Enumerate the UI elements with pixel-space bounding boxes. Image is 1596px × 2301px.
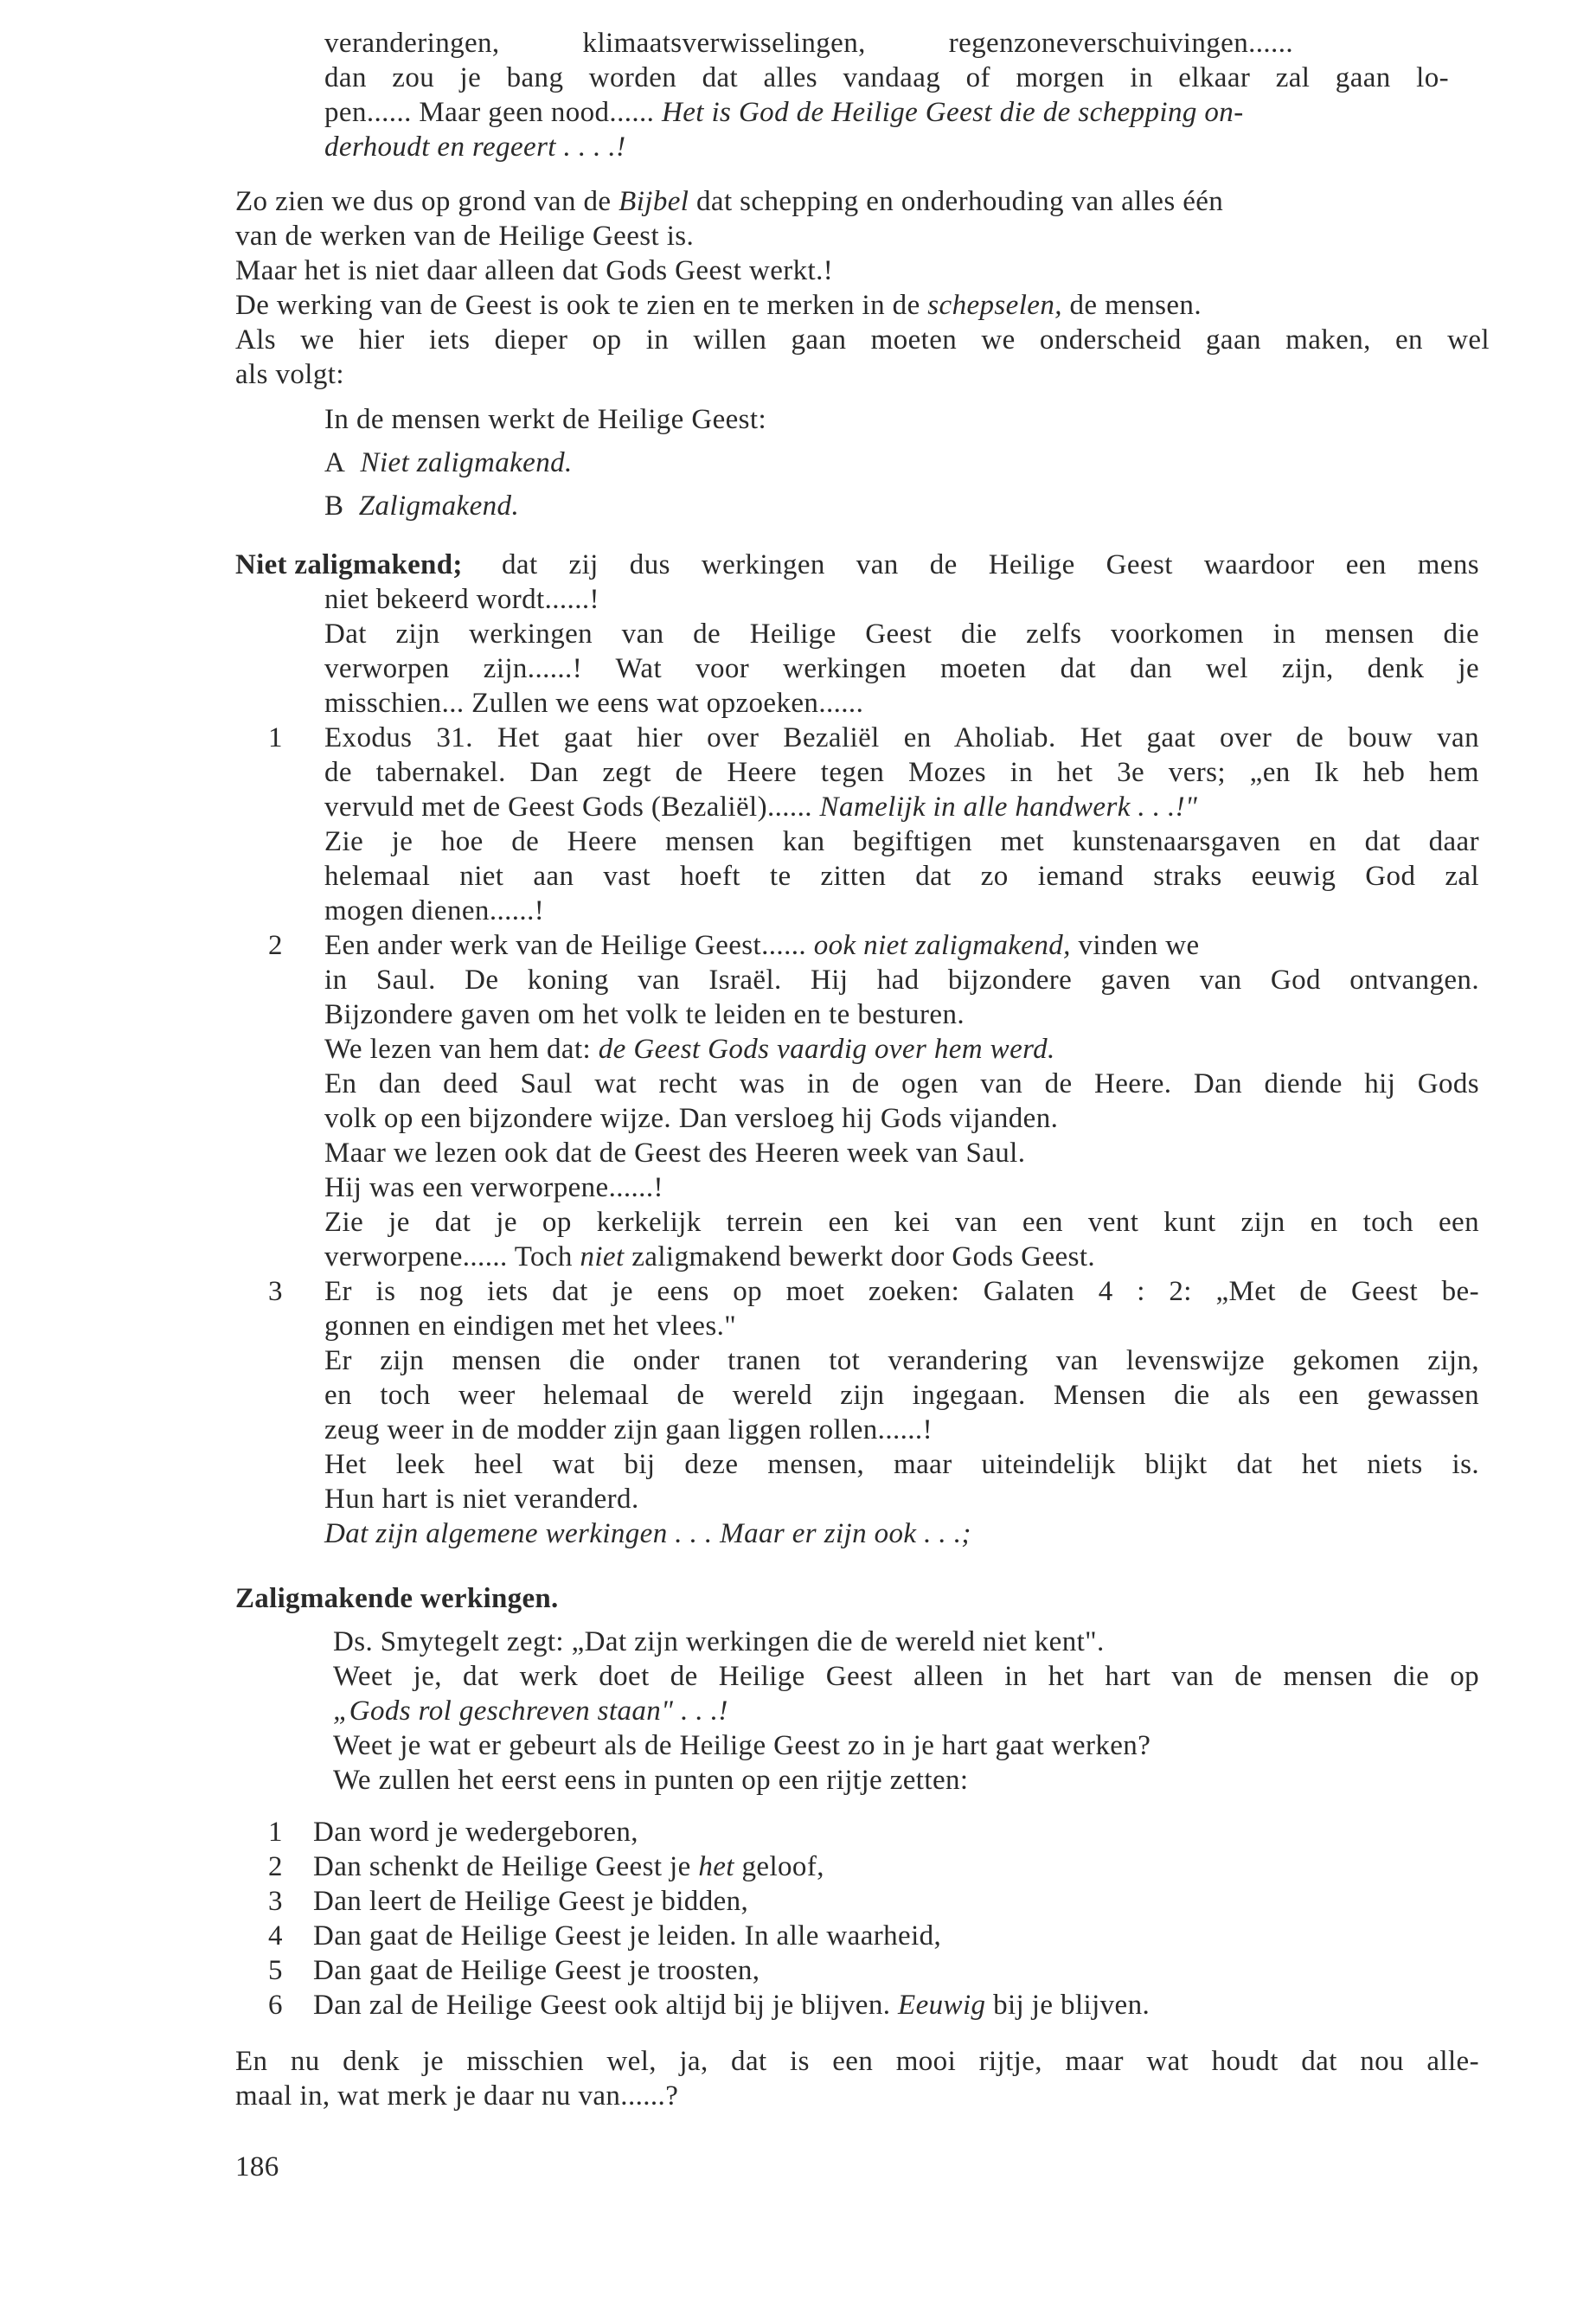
list-number: 2: [268, 1851, 283, 1882]
list-item: Dan gaat de Heilige Geest je troosten,: [313, 1955, 760, 1986]
text-line: De werking van de Geest is ook te zien en te merken in de schepselen, de mensen.: [235, 290, 1202, 321]
text-line: „Gods rol geschreven staan" . . .!: [333, 1695, 728, 1727]
text-line: Ds. Smytegelt zegt: „Dat zijn werkingen die de wereld niet kent".: [333, 1626, 1105, 1657]
list-item: B Zaligmakend.: [324, 490, 520, 522]
text-line: Weet je, dat werk doet de Heilige Geest alleen in het hart van de mensen die op: [333, 1661, 1479, 1692]
item-number: 3: [268, 1276, 283, 1307]
text-line: We zullen het eerst eens in punten op een rijtje zetten:: [333, 1765, 969, 1796]
text-line: in Saul. De koning van Israël. Hij had bijzondere gaven van God ontvangen.: [324, 965, 1479, 996]
text-line: verworpen zijn......! Wat voor werkingen moeten dat dan wel zijn, denk je: [324, 653, 1479, 684]
text-line: Het leek heel wat bij deze mensen, maar uiteindelijk blijkt dat het niets is.: [324, 1449, 1479, 1480]
text-line: gonnen en eindigen met het vlees.": [324, 1311, 737, 1342]
text-line: mogen dienen......!: [324, 895, 545, 926]
text-line: En nu denk je misschien wel, ja, dat is een mooi rijtje, maar wat houdt dat nou alle-: [235, 2046, 1479, 2077]
text-line: volk op een bijzondere wijze. Dan versloeg hij Gods vijanden.: [324, 1103, 1059, 1134]
section-heading: Niet zaligmakend;: [235, 549, 463, 580]
text-line: pen...... Maar geen nood...... Het is God de Heilige Geest die de schepping on-: [324, 97, 1244, 128]
text-line: Hun hart is niet veranderd.: [324, 1484, 639, 1515]
text-line: en toch weer helemaal de wereld zijn ingegaan. Mensen die als een gewassen: [324, 1380, 1479, 1411]
text-line: Zo zien we dus op grond van de Bijbel dat schepping en onderhouding van alles één: [235, 186, 1224, 217]
text-line: verworpene...... Toch niet zaligmakend bewerkt door Gods Geest.: [324, 1241, 1096, 1272]
text-line: Er is nog iets dat je eens op moet zoeken: Galaten 4 : 2: „Met de Geest be-: [324, 1276, 1479, 1307]
text-line: dan zou je bang worden dat alles vandaag of morgen in elkaar zal gaan lo-: [324, 62, 1449, 93]
text-line: maal in, wat merk je daar nu van......?: [235, 2080, 679, 2112]
list-item: Dan schenkt de Heilige Geest je het geloof,: [313, 1851, 824, 1882]
text-line: Een ander werk van de Heilige Geest...... ook niet zaligmakend, vinden we: [324, 930, 1200, 961]
list-item: A Niet zaligmakend.: [324, 447, 573, 478]
text-line: Dat zijn werkingen van de Heilige Geest die zelfs voorkomen in mensen die: [324, 619, 1479, 650]
text-line: Er zijn mensen die onder tranen tot verandering van levenswijze gekomen zijn,: [324, 1345, 1479, 1376]
text-line: zeug weer in de modder zijn gaan liggen rollen......!: [324, 1414, 933, 1445]
text-line: Dat zijn algemene werkingen . . . Maar er zijn ook . . .;: [324, 1518, 971, 1549]
text-line: Maar het is niet daar alleen dat Gods Geest werkt.!: [235, 255, 834, 286]
text-line: Hij was een verworpene......!: [324, 1172, 663, 1203]
text-line: Als we hier iets dieper op in willen gaan moeten we onderscheid gaan maken, en wel: [235, 324, 1490, 356]
text-line: misschien... Zullen we eens wat opzoeken......: [324, 688, 864, 719]
text-line: Bijzondere gaven om het volk te leiden en te besturen.: [324, 999, 965, 1030]
list-number: 3: [268, 1886, 283, 1917]
text-line: veranderingen, klimaatsverwisselingen, regenzoneverschuivingen......: [324, 28, 1293, 59]
text-line: Maar we lezen ook dat de Geest des Heeren week van Saul.: [324, 1138, 1026, 1169]
text-line: En dan deed Saul wat recht was in de ogen van de Heere. Dan diende hij Gods: [324, 1068, 1479, 1099]
text-line: Zie je dat je op kerkelijk terrein een kei van een vent kunt zijn en toch een: [324, 1207, 1479, 1238]
text-line: als volgt:: [235, 359, 344, 390]
text-line: Zie je hoe de Heere mensen kan begiftigen met kunstenaarsgaven en dat daar: [324, 826, 1479, 857]
list-number: 1: [268, 1817, 283, 1848]
text-line: helemaal niet aan vast hoeft te zitten dat zo iemand straks eeuwig God zal: [324, 861, 1479, 892]
list-number: 6: [268, 1990, 283, 2021]
text-line: derhoudt en regeert . . . .!: [324, 131, 626, 163]
list-item: Dan zal de Heilige Geest ook altijd bij je blijven. Eeuwig bij je blijven.: [313, 1990, 1151, 2021]
item-number: 2: [268, 930, 283, 961]
list-item: Dan word je wedergeboren,: [313, 1817, 638, 1848]
text-line: Exodus 31. Het gaat hier over Bezaliël en Aholiab. Het gaat over de bouw van: [324, 722, 1479, 753]
text-line: Weet je wat er gebeurt als de Heilige Geest zo in je hart gaat werken?: [333, 1730, 1151, 1761]
page-number: 186: [235, 2151, 279, 2182]
text-line: We lezen van hem dat: de Geest Gods vaardig over hem werd.: [324, 1034, 1055, 1065]
text-line: dat zij dus werkingen van de Heilige Geest waardoor een mens: [502, 549, 1479, 580]
list-number: 4: [268, 1920, 283, 1952]
section-heading: Zaligmakende werkingen.: [235, 1583, 559, 1614]
text-line: van de werken van de Heilige Geest is.: [235, 221, 695, 252]
item-number: 1: [268, 722, 283, 753]
text-line: In de mensen werkt de Heilige Geest:: [324, 404, 767, 435]
text-line: vervuld met de Geest Gods (Bezaliël)...... Namelijk in alle handwerk . . .!": [324, 792, 1198, 823]
list-number: 5: [268, 1955, 283, 1986]
list-item: Dan gaat de Heilige Geest je leiden. In alle waarheid,: [313, 1920, 942, 1952]
text-line: niet bekeerd wordt......!: [324, 584, 599, 615]
list-item: Dan leert de Heilige Geest je bidden,: [313, 1886, 749, 1917]
text-line: de tabernakel. Dan zegt de Heere tegen Mozes in het 3e vers; „en Ik heb hem: [324, 757, 1479, 788]
